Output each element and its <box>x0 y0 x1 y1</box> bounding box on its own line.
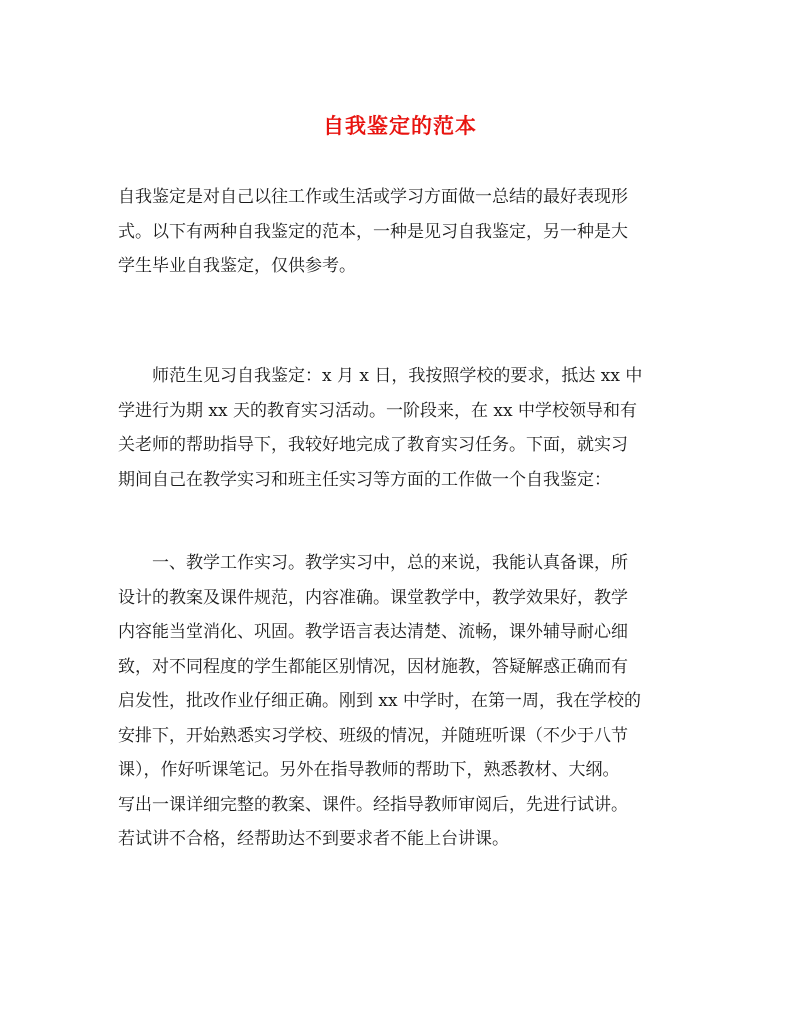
paragraph-line: 致，对不同程度的学生都能区别情况，因材施教，答疑解惑正确而有 <box>118 656 628 677</box>
paragraph-line: 启发性，批改作业仔细正确。刚到 xx 中学时，在第一周，我在学校的 <box>118 691 641 711</box>
paragraph-line: 关老师的帮助指导下，我较好地完成了教育实习任务。下面，就实习 <box>118 435 628 455</box>
paragraph-line: 期间自己在教学实习和班主任实习等方面的工作做一个自我鉴定： <box>118 469 611 490</box>
intro-paragraph <box>118 180 684 284</box>
paragraph-line: 式。以下有两种自我鉴定的范本，一种是见习自我鉴定，另一种是大 <box>118 221 628 242</box>
teaching-practice-paragraph <box>118 546 684 857</box>
paragraph-line: 安排下，开始熟悉实习学校、班级的情况，并随班听课（不少于八节 <box>118 725 628 746</box>
document-title: 自我鉴定的范本 <box>323 113 477 138</box>
paragraph-line: 若试讲不合格，经帮助达不到要求者不能上台讲课。 <box>118 829 509 849</box>
paragraph-line: 写出一课详细完整的教案、课件。经指导教师审阅后，先进行试讲。 <box>118 794 628 815</box>
paragraph-line: 设计的教案及课件规范，内容准确。课堂教学中，教学效果好，教学 <box>118 587 628 608</box>
paragraph-line: 学进行为期 xx 天的教育实习活动。一阶段来，在 xx 中学校领导和有 <box>118 400 637 421</box>
paragraph-line: 内容能当堂消化、巩固。教学语言表达清楚、流畅，课外辅导耐心细 <box>118 622 628 642</box>
paragraph-line: 学生毕业自我鉴定，仅供参考。 <box>118 256 356 276</box>
paragraph-line: 一、教学工作实习。教学实习中，总的来说，我能认真备课，所 <box>152 553 628 573</box>
internship-intro-paragraph <box>118 359 684 497</box>
paragraph-line: 师范生见习自我鉴定：x 月 x 日，我按照学校的要求，抵达 xx 中 <box>152 366 643 386</box>
paragraph-line: 自我鉴定是对自己以往工作或生活或学习方面做一总结的最好表现形 <box>118 187 628 207</box>
paragraph-line: 课），作好听课笔记。另外在指导教师的帮助下，熟悉教材、大纲。 <box>118 760 620 780</box>
